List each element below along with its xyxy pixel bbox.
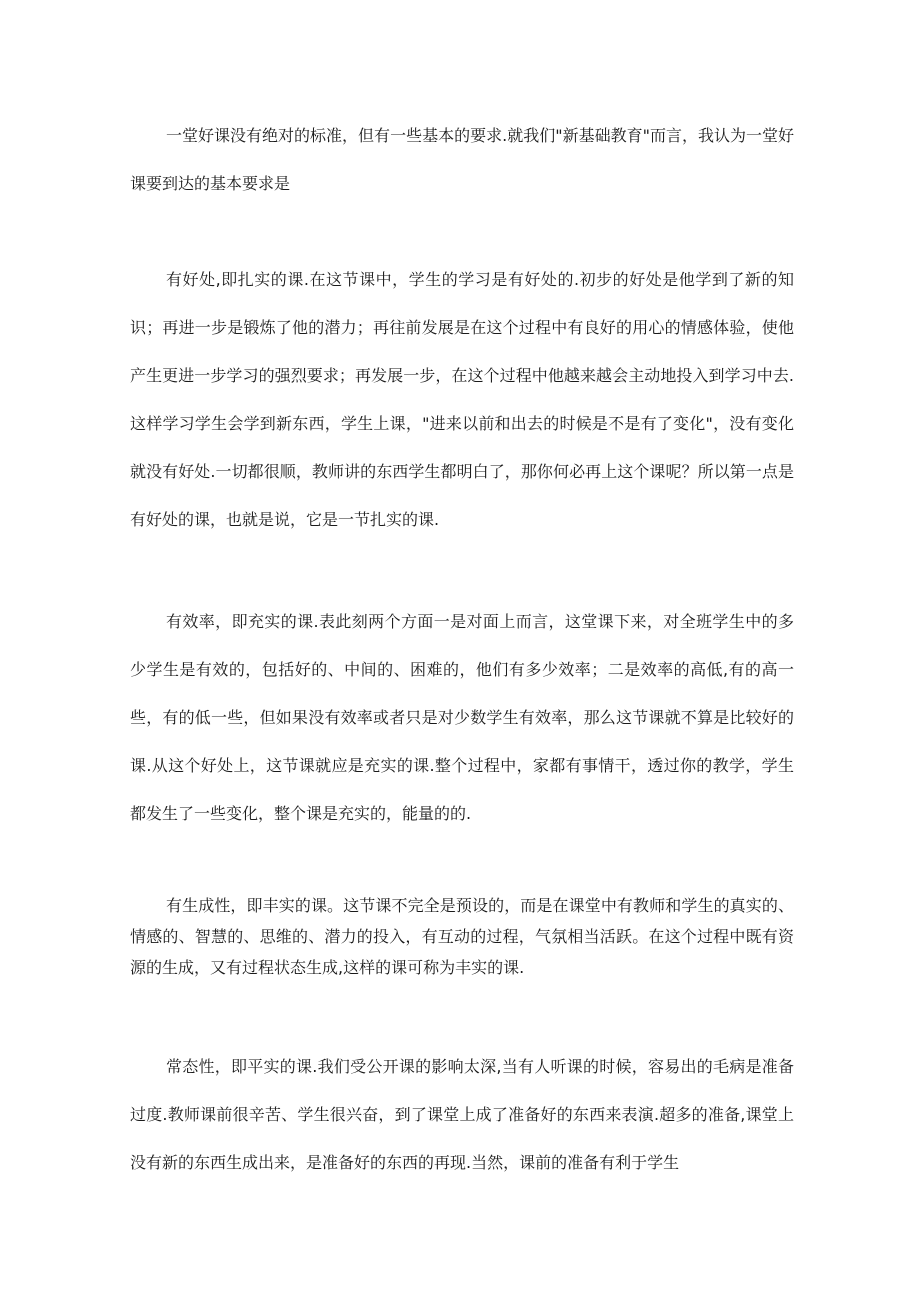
paragraph-solid-lesson: 有好处,即扎实的课.在这节课中，学生的学习是有好处的.初步的好处是他学到了新的知识；再进一步是锻炼了他的潜力；再往前发展是在这个过程中有良好的用心的情感体验，使他产生更进一步学习的强烈要求；再发展一步，在这个过程中他越来越会主动地投入到学习中去.这样学习学生会学到新东西，学生上课，"进来以前和出去的时候是不是有了变化"，没有变化就没有好处.一切都很顺，教师讲的东西学生都明白了，那你何必再上这个课呢？所以第一点是有好处的课，也就是说，它是一节扎实的课. xyxy=(130,270,794,529)
paragraph-intro: 一堂好课没有绝对的标准，但有一些基本的要求.就我们"新基础教育"而言，我认为一堂好课要到达的基本要求是 xyxy=(130,126,794,193)
paragraph-generative-lesson: 有生成性，即丰实的课。这节课不完全是预设的，而是在课堂中有教师和学生的真实的、情感的、智慧的、思维的、潜力的投入，有互动的过程，气氛相当活跃。在这个过程中既有资源的生成，又有过程状态生成,这样的课可称为丰实的课. xyxy=(130,896,794,977)
paragraph-normal-lesson: 常态性，即平实的课.我们受公开课的影响太深,当有人听课的时候，容易出的毛病是准备过度.教师课前很辛苦、学生很兴奋，到了课堂上成了准备好的东西来表演.超多的准备,课堂上没有新的东西生成出来，是准备好的东西的再现.当然，课前的准备有利于学生 xyxy=(130,1057,794,1172)
paragraph-efficient-lesson: 有效率，即充实的课.表此刻两个方面一是对面上而言，这堂课下来，对全班学生中的多少学生是有效的，包括好的、中间的、困难的，他们有多少效率；二是效率的高低,有的高一些，有的低一些，但如果没有效率或者只是对少数学生有效率，那么这节课就不算是比较好的课.从这个好处上，这节课就应是充实的课.整个过程中，家都有事情干，透过你的教学，学生都发生了一些变化，整个课是充实的，能量的的. xyxy=(130,612,794,823)
